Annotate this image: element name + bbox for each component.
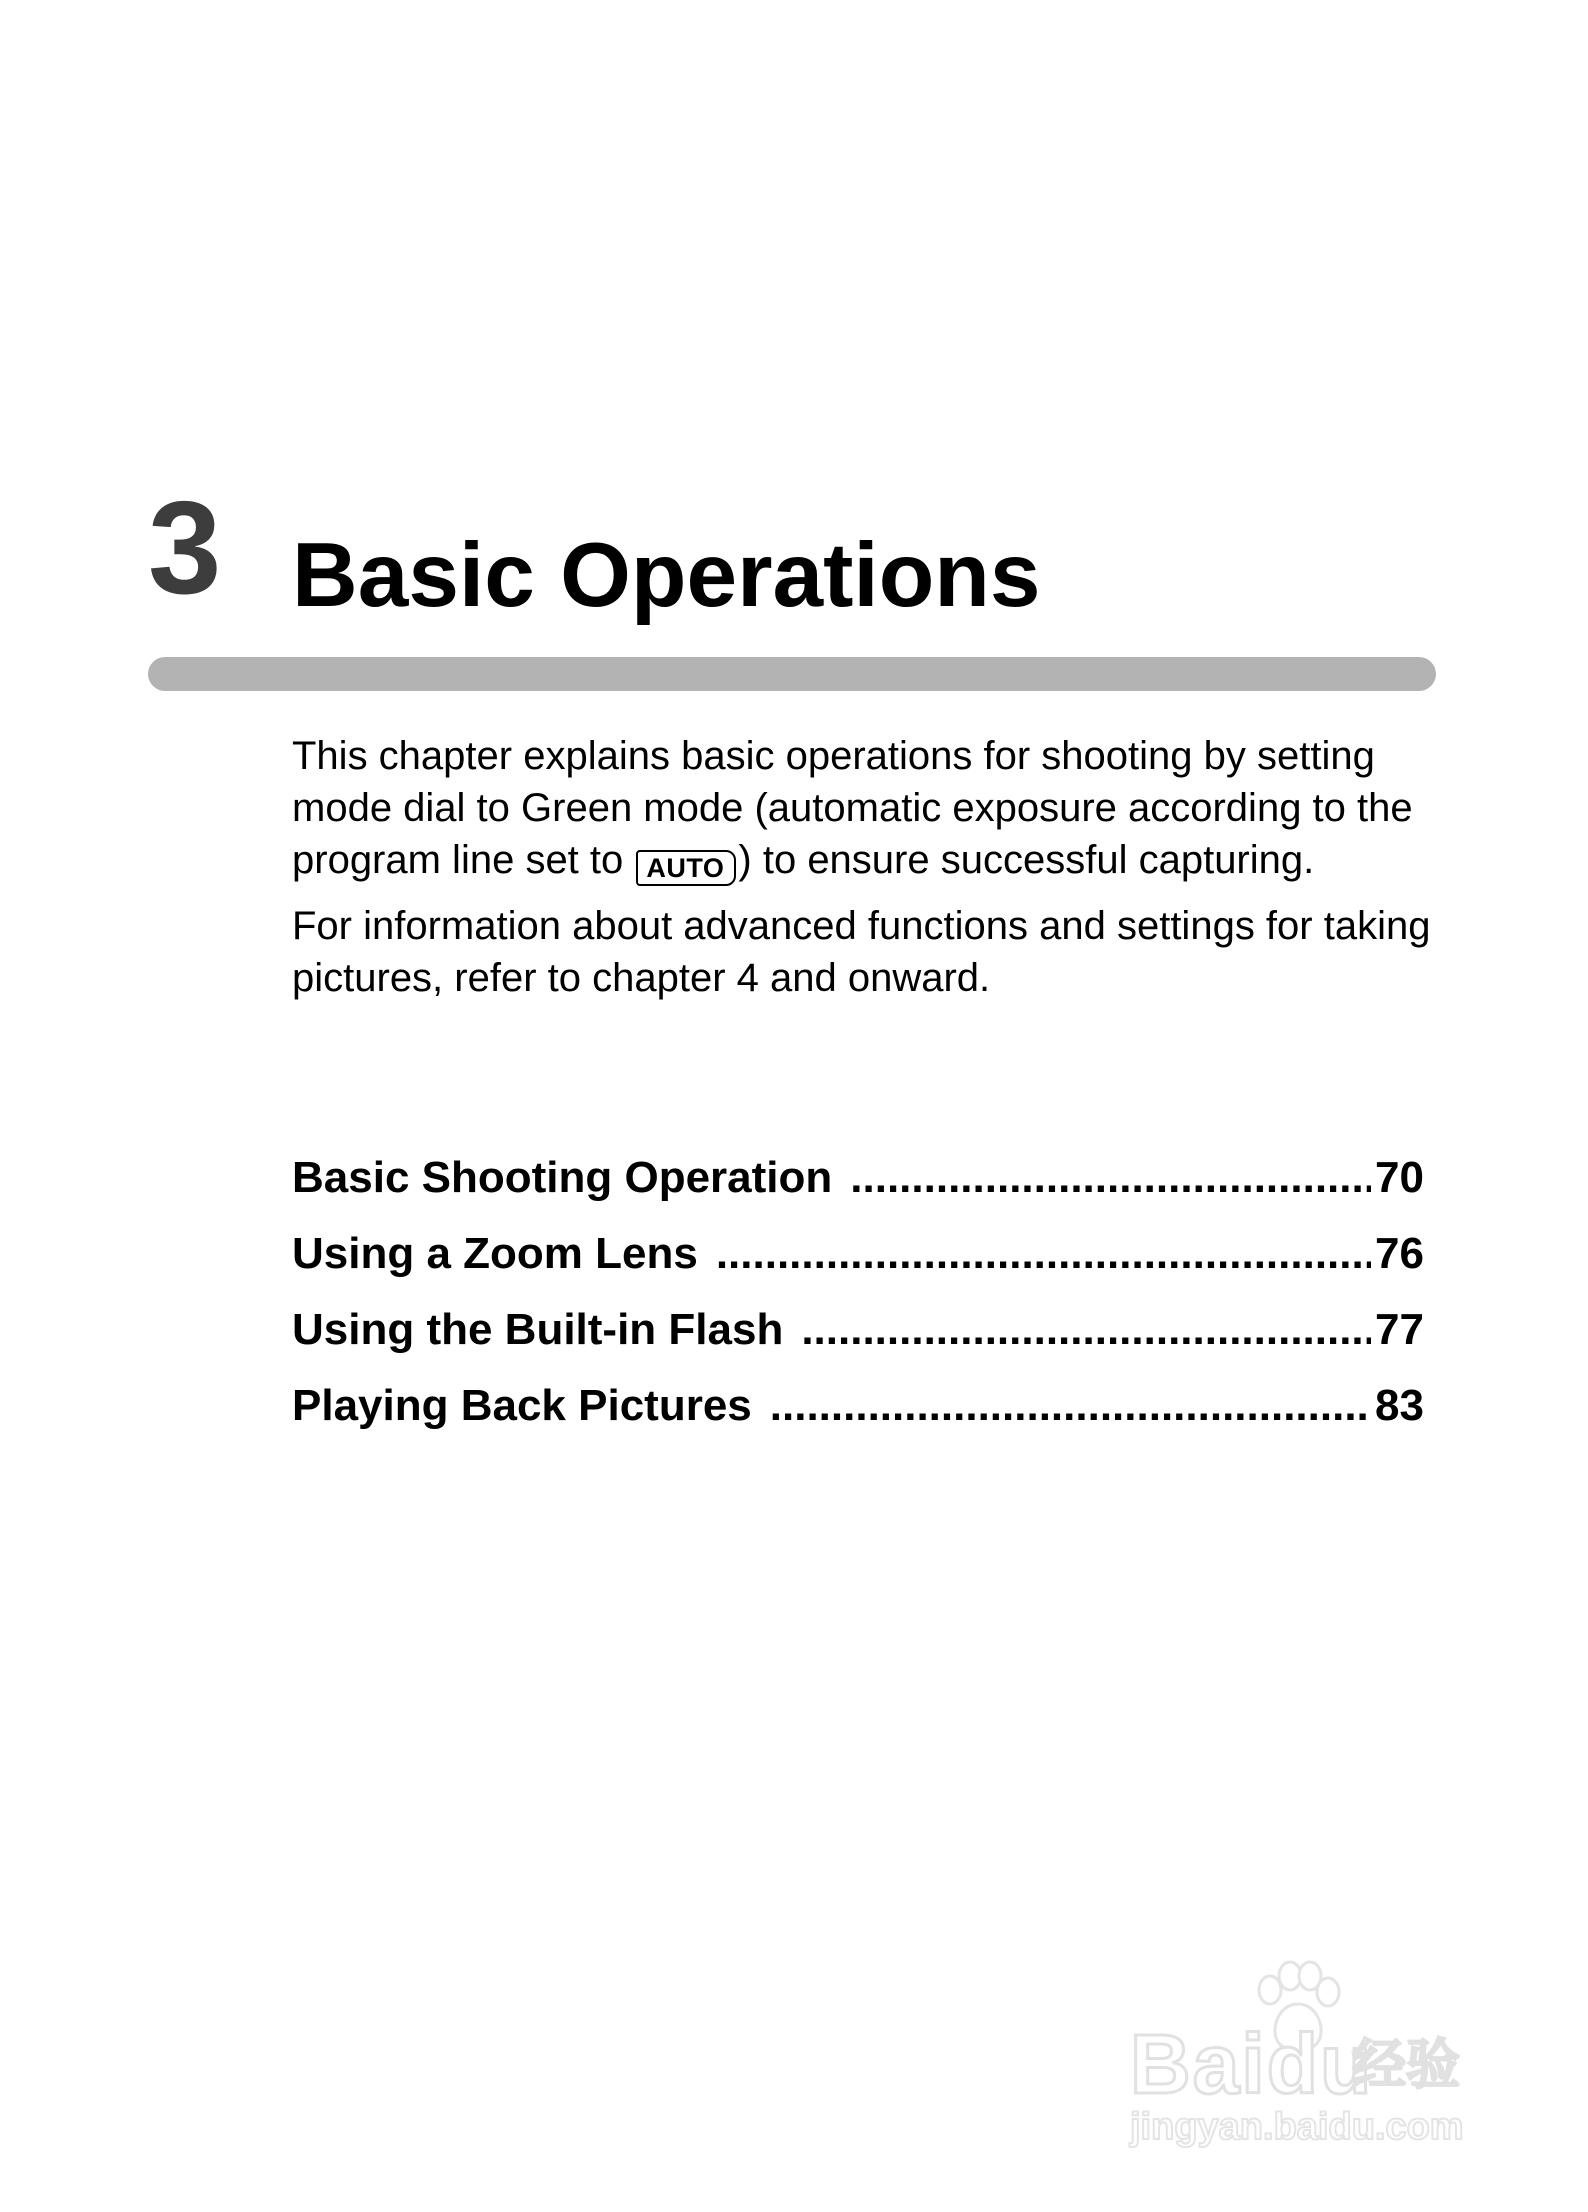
- toc-entry-basic-shooting[interactable]: [292, 1140, 1424, 1216]
- toc-dot-leader: [716, 1216, 1371, 1292]
- baidu-jingyan-watermark: [1130, 1960, 1490, 2150]
- watermark-brand: Baidu: [1130, 2017, 1374, 2111]
- toc-entry-title: Playing Back Pictures: [292, 1381, 752, 1430]
- chapter-title: Basic Operations: [292, 525, 1041, 626]
- chapter-intro: [292, 730, 1432, 1018]
- chapter-number: 3: [148, 474, 222, 621]
- toc-entry-playing-back[interactable]: [292, 1368, 1424, 1444]
- chapter-rule-bar: [148, 657, 1436, 691]
- toc-entry-title: Using the Built-in Flash: [292, 1305, 784, 1354]
- toc-entry-page: 70: [1375, 1153, 1424, 1202]
- intro-text-before-icon: This chapter explains basic operations for shooting by setting mode dial to Green mode (automatic exposure according to the program line set to: [292, 734, 1413, 882]
- toc-entry-page: 76: [1375, 1229, 1424, 1278]
- toc-dot-leader: [770, 1368, 1371, 1444]
- toc-entry-zoom-lens[interactable]: [292, 1216, 1424, 1292]
- toc-entry-page: 77: [1375, 1305, 1424, 1354]
- toc-entry-title: Using a Zoom Lens: [292, 1229, 698, 1278]
- toc-dot-leader: [801, 1292, 1371, 1368]
- toc-dot-leader: [850, 1140, 1371, 1216]
- watermark-chinese: 经验: [1352, 2035, 1460, 2095]
- intro-text-after-icon: ) to ensure successful capturing.: [738, 838, 1315, 882]
- intro-paragraph-2: For information about advanced functions and settings for taking pictures, refer to chapter 4 and onward.: [292, 904, 1431, 1000]
- table-of-contents: [292, 1140, 1424, 1444]
- toc-entry-built-in-flash[interactable]: [292, 1292, 1424, 1368]
- auto-mode-icon: AUTO: [636, 850, 736, 886]
- watermark-url: jingyan.baidu.com: [1130, 2106, 1464, 2148]
- toc-entry-page: 83: [1375, 1381, 1424, 1430]
- intro-paragraph-1: [292, 730, 1432, 886]
- toc-entry-title: Basic Shooting Operation: [292, 1153, 833, 1202]
